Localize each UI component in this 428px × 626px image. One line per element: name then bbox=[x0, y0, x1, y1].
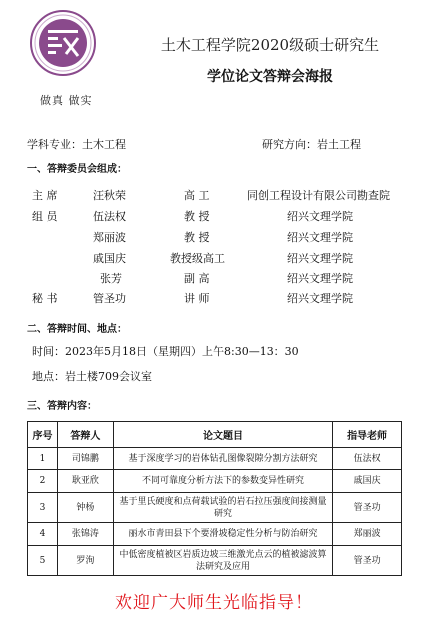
table-header-row bbox=[28, 422, 402, 448]
committee-role: 主 席 bbox=[32, 189, 58, 202]
row-no: 1 bbox=[28, 448, 58, 470]
table-row bbox=[28, 546, 402, 576]
committee-title: 副 高 bbox=[184, 272, 210, 285]
section-time-place: 二、答辩时间、地点： bbox=[27, 324, 127, 335]
welcome-message: 欢迎广大师生光临指导！ bbox=[115, 593, 313, 613]
committee-name: 戚国庆 bbox=[93, 252, 126, 265]
defense-place: 地点：岩土楼709会议室 bbox=[32, 370, 152, 383]
defense-table bbox=[27, 421, 402, 576]
row-student: 司锦鹏 bbox=[57, 448, 113, 470]
header-no: 序号 bbox=[28, 422, 58, 448]
committee-org: 同创工程设计有限公司勘查院 bbox=[247, 189, 390, 202]
row-student: 张锦涛 bbox=[57, 523, 113, 546]
committee-name: 张芳 bbox=[100, 272, 122, 285]
row-student: 耿亚欣 bbox=[57, 470, 113, 493]
committee-title: 教授级高工 bbox=[170, 252, 225, 265]
row-student: 钟杨 bbox=[57, 493, 113, 523]
committee-name: 郑丽波 bbox=[93, 231, 126, 244]
header-advisor: 指导老师 bbox=[333, 422, 402, 448]
defense-time: 时间：2023年5月18日（星期四）上午8:30—13：30 bbox=[32, 345, 299, 358]
major-label: 学科专业：土木工程 bbox=[27, 138, 126, 151]
committee-title: 教 授 bbox=[184, 231, 210, 244]
committee-role: 秘 书 bbox=[32, 292, 58, 305]
row-no: 3 bbox=[28, 493, 58, 523]
school-logo bbox=[30, 10, 96, 76]
direction-label: 研究方向：岩土工程 bbox=[262, 138, 361, 151]
row-no: 2 bbox=[28, 470, 58, 493]
row-advisor: 郑丽波 bbox=[333, 523, 402, 546]
header-thesis: 论文题目 bbox=[113, 422, 332, 448]
table-row bbox=[28, 470, 402, 493]
table-row bbox=[28, 448, 402, 470]
section-content: 三、答辩内容： bbox=[27, 401, 97, 412]
row-no: 4 bbox=[28, 523, 58, 546]
row-thesis: 不同可靠度分析方法下的参数变异性研究 bbox=[113, 470, 332, 493]
table-row bbox=[28, 523, 402, 546]
table-row bbox=[28, 493, 402, 523]
committee-name: 管圣功 bbox=[93, 292, 126, 305]
row-advisor: 管圣功 bbox=[333, 546, 402, 576]
header-student: 答辩人 bbox=[57, 422, 113, 448]
committee-title: 高 工 bbox=[184, 189, 210, 202]
row-thesis: 基于里氏硬度和点荷载试验的岩石拉压强度间接测量研究 bbox=[113, 493, 332, 523]
committee-org: 绍兴文理学院 bbox=[287, 292, 353, 305]
row-advisor: 伍法权 bbox=[333, 448, 402, 470]
row-advisor: 管圣功 bbox=[333, 493, 402, 523]
committee-org: 绍兴文理学院 bbox=[287, 231, 353, 244]
committee-role: 组 员 bbox=[32, 210, 58, 223]
section-committee: 一、答辩委员会组成： bbox=[27, 164, 127, 175]
poster-subtitle: 学位论文答辩会海报 bbox=[207, 69, 333, 85]
committee-org: 绍兴文理学院 bbox=[287, 252, 353, 265]
committee-org: 绍兴文理学院 bbox=[287, 210, 353, 223]
row-thesis: 丽水市青田县下个要滑坡稳定性分析与防治研究 bbox=[113, 523, 332, 546]
row-thesis: 中低密度植被区岩质边坡三维激光点云的植被滤波算法研究及应用 bbox=[113, 546, 332, 576]
row-advisor: 戚国庆 bbox=[333, 470, 402, 493]
school-motto: 做真 做实 bbox=[40, 94, 93, 107]
row-thesis: 基于深度学习的岩体钻孔图像裂隙分割方法研究 bbox=[113, 448, 332, 470]
committee-title: 教 授 bbox=[184, 210, 210, 223]
committee-name: 汪秋荣 bbox=[93, 189, 126, 202]
row-no: 5 bbox=[28, 546, 58, 576]
committee-org: 绍兴文理学院 bbox=[287, 272, 353, 285]
committee-name: 伍法权 bbox=[93, 210, 126, 223]
row-student: 罗洵 bbox=[57, 546, 113, 576]
poster-title: 土木工程学院2020级硕士研究生 bbox=[160, 36, 380, 54]
committee-title: 讲 师 bbox=[184, 292, 210, 305]
